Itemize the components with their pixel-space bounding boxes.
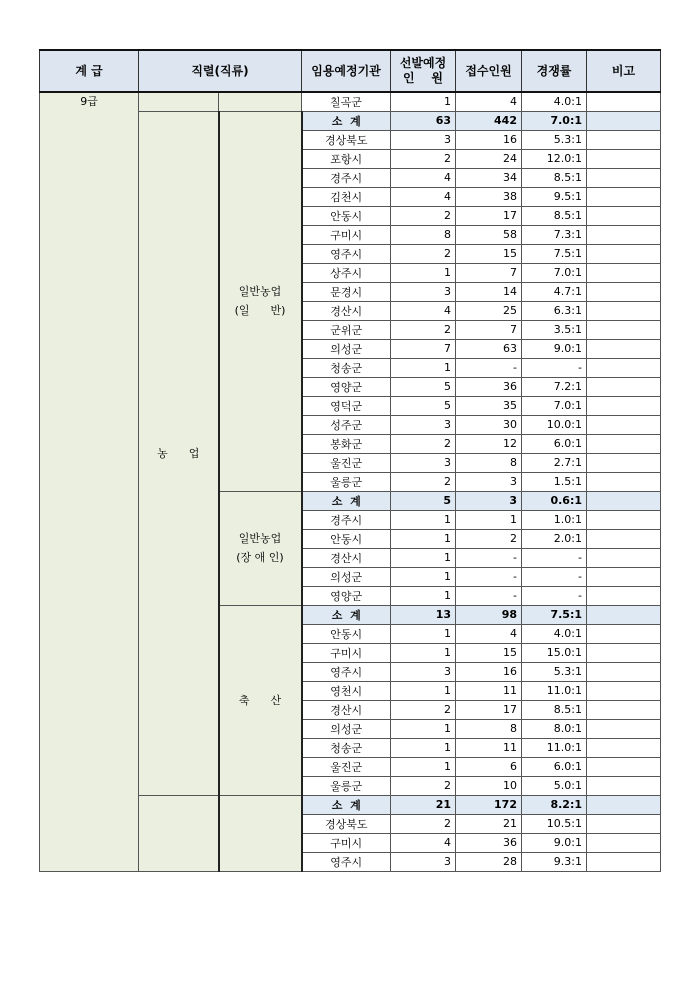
ratio-cell: 2.7:1: [522, 453, 587, 472]
agency-cell: 포항시: [302, 149, 391, 168]
agency-cell: 경산시: [302, 700, 391, 719]
agency-cell: 소 계: [302, 491, 391, 510]
header-planned-line1: 선발예정: [399, 56, 447, 70]
general-farming-label: 일반농업: [238, 285, 282, 298]
agency-cell: 소 계: [302, 111, 391, 130]
note-cell: [587, 757, 661, 776]
planned-cell: 21: [391, 795, 456, 814]
disabled-farming-sub-label: (장 애 인): [236, 551, 284, 564]
note-cell: [587, 244, 661, 263]
planned-cell: 1: [391, 586, 456, 605]
agency-cell: 영천시: [302, 681, 391, 700]
planned-cell: 2: [391, 434, 456, 453]
agency-cell: 경상북도: [302, 130, 391, 149]
header-grade: 계 급: [40, 50, 139, 92]
agency-cell: 경산시: [302, 301, 391, 320]
applicants-cell: 8: [456, 719, 522, 738]
ratio-cell: 8.2:1: [522, 795, 587, 814]
planned-cell: 1: [391, 643, 456, 662]
note-cell: [587, 814, 661, 833]
ratio-cell: 2.0:1: [522, 529, 587, 548]
ratio-cell: 7.0:1: [522, 263, 587, 282]
note-cell: [587, 301, 661, 320]
ratio-cell: 11.0:1: [522, 738, 587, 757]
applicants-cell: 63: [456, 339, 522, 358]
agency-cell: 울릉군: [302, 472, 391, 491]
agency-cell: 경산시: [302, 548, 391, 567]
agency-cell: 의성군: [302, 339, 391, 358]
planned-cell: 4: [391, 833, 456, 852]
planned-cell: 1: [391, 548, 456, 567]
agency-cell: 봉화군: [302, 434, 391, 453]
planned-cell: 2: [391, 776, 456, 795]
planned-cell: 1: [391, 719, 456, 738]
ratio-cell: 7.0:1: [522, 111, 587, 130]
ratio-cell: 10.5:1: [522, 814, 587, 833]
ratio-cell: 7.3:1: [522, 225, 587, 244]
agency-cell: 경상북도: [302, 814, 391, 833]
planned-cell: 4: [391, 301, 456, 320]
applicants-cell: 38: [456, 187, 522, 206]
agency-cell: 성주군: [302, 415, 391, 434]
applicants-cell: 25: [456, 301, 522, 320]
table-body: [40, 92, 661, 871]
note-cell: [587, 187, 661, 206]
ratio-cell: 7.5:1: [522, 605, 587, 624]
planned-cell: 1: [391, 510, 456, 529]
ratio-cell: 0.6:1: [522, 491, 587, 510]
series-general-farming-cell: [219, 111, 302, 491]
note-cell: [587, 130, 661, 149]
planned-cell: 2: [391, 206, 456, 225]
planned-cell: 8: [391, 225, 456, 244]
ratio-cell: 9.3:1: [522, 852, 587, 871]
agency-cell: 구미시: [302, 833, 391, 852]
agency-cell: 울릉군: [302, 776, 391, 795]
planned-cell: 1: [391, 624, 456, 643]
header-planned-line2: 인 원: [403, 71, 443, 85]
planned-cell: 2: [391, 700, 456, 719]
applicants-cell: 7: [456, 320, 522, 339]
agency-cell: 영양군: [302, 586, 391, 605]
applicants-cell: 28: [456, 852, 522, 871]
applicants-cell: 21: [456, 814, 522, 833]
applicants-cell: 7: [456, 263, 522, 282]
applicants-cell: 17: [456, 700, 522, 719]
ratio-cell: 11.0:1: [522, 681, 587, 700]
agency-cell: 영주시: [302, 662, 391, 681]
agency-cell: 구미시: [302, 225, 391, 244]
ratio-cell: 8.5:1: [522, 700, 587, 719]
ratio-cell: 12.0:1: [522, 149, 587, 168]
ratio-cell: 9.5:1: [522, 187, 587, 206]
ratio-cell: 5.0:1: [522, 776, 587, 795]
note-cell: [587, 339, 661, 358]
applicants-cell: -: [456, 586, 522, 605]
planned-cell: 1: [391, 738, 456, 757]
ratio-cell: 1.5:1: [522, 472, 587, 491]
planned-cell: 63: [391, 111, 456, 130]
note-cell: [587, 662, 661, 681]
agency-cell: 경주시: [302, 510, 391, 529]
planned-cell: 1: [391, 529, 456, 548]
agency-cell: 안동시: [302, 529, 391, 548]
planned-cell: 13: [391, 605, 456, 624]
series-disabled-farming-cell: [219, 491, 302, 605]
ratio-cell: 8.5:1: [522, 206, 587, 225]
planned-cell: 3: [391, 415, 456, 434]
note-cell: [587, 586, 661, 605]
note-cell: [587, 168, 661, 187]
note-cell: [587, 567, 661, 586]
ratio-cell: -: [522, 567, 587, 586]
applicants-cell: 14: [456, 282, 522, 301]
note-cell: [587, 396, 661, 415]
note-cell: [587, 206, 661, 225]
applicants-cell: 3: [456, 472, 522, 491]
note-cell: [587, 358, 661, 377]
planned-cell: 5: [391, 491, 456, 510]
planned-cell: 2: [391, 472, 456, 491]
ratio-cell: 5.3:1: [522, 662, 587, 681]
planned-cell: 5: [391, 396, 456, 415]
agency-cell: 영덕군: [302, 396, 391, 415]
note-cell: [587, 263, 661, 282]
agency-cell: 영양군: [302, 377, 391, 396]
position-cell-empty: [139, 92, 219, 111]
note-cell: [587, 738, 661, 757]
note-cell: [587, 282, 661, 301]
header-applicants: 접수인원: [456, 50, 522, 92]
agency-cell: 경주시: [302, 168, 391, 187]
planned-cell: 3: [391, 282, 456, 301]
subposition-cell-empty: [219, 92, 302, 111]
table-header-row: [40, 50, 661, 92]
applicants-cell: 11: [456, 738, 522, 757]
planned-cell: 1: [391, 681, 456, 700]
planned-cell: 1: [391, 358, 456, 377]
agency-cell: 울진군: [302, 453, 391, 472]
note-cell: [587, 377, 661, 396]
note-cell: [587, 453, 661, 472]
applicants-cell: 1: [456, 510, 522, 529]
planned-cell: 1: [391, 757, 456, 776]
applicants-cell: 8: [456, 453, 522, 472]
applicants-cell: 34: [456, 168, 522, 187]
agency-cell: 소 계: [302, 605, 391, 624]
applicants-cell: 17: [456, 206, 522, 225]
series-next-cell: [139, 795, 219, 871]
ratio-cell: 4.7:1: [522, 282, 587, 301]
applicants-cell: 16: [456, 130, 522, 149]
planned-cell: 1: [391, 567, 456, 586]
note-cell: [587, 415, 661, 434]
applicants-cell: 12: [456, 434, 522, 453]
series-livestock-cell: 축 산: [219, 605, 302, 795]
ratio-cell: 6.3:1: [522, 301, 587, 320]
agency-cell: 영주시: [302, 852, 391, 871]
ratio-cell: -: [522, 548, 587, 567]
header-planned: [391, 50, 456, 92]
applicants-cell: 36: [456, 377, 522, 396]
ratio-cell: 1.0:1: [522, 510, 587, 529]
planned-cell: 3: [391, 453, 456, 472]
note-cell: [587, 795, 661, 814]
note-cell: [587, 434, 661, 453]
ratio-cell: -: [522, 358, 587, 377]
ratio-cell: 7.5:1: [522, 244, 587, 263]
planned-cell: 2: [391, 320, 456, 339]
applicants-cell: 11: [456, 681, 522, 700]
agency-cell: 청송군: [302, 358, 391, 377]
planned-cell: 5: [391, 377, 456, 396]
note-cell: [587, 529, 661, 548]
note-cell: [587, 852, 661, 871]
agency-cell: 안동시: [302, 624, 391, 643]
agency-cell: 울진군: [302, 757, 391, 776]
disabled-farming-label: 일반농업: [238, 532, 282, 545]
note-cell: [587, 472, 661, 491]
applicants-cell: 172: [456, 795, 522, 814]
note-cell: [587, 225, 661, 244]
ratio-cell: 7.2:1: [522, 377, 587, 396]
applicants-cell: -: [456, 358, 522, 377]
planned-cell: 4: [391, 168, 456, 187]
applicants-cell: 98: [456, 605, 522, 624]
note-cell: [587, 624, 661, 643]
agency-cell: 군위군: [302, 320, 391, 339]
note-cell: [587, 605, 661, 624]
header-agency: 임용예정기관: [302, 50, 391, 92]
note-cell: [587, 320, 661, 339]
applicants-cell: 36: [456, 833, 522, 852]
ratio-cell: 9.0:1: [522, 833, 587, 852]
agency-cell: 의성군: [302, 567, 391, 586]
planned-cell: 2: [391, 149, 456, 168]
note-cell: [587, 491, 661, 510]
applicants-cell: 16: [456, 662, 522, 681]
ratio-cell: 8.0:1: [522, 719, 587, 738]
applicants-cell: 30: [456, 415, 522, 434]
header-ratio: 경쟁률: [522, 50, 587, 92]
general-farming-sub-label: (일 반): [234, 304, 286, 317]
agency-cell: 문경시: [302, 282, 391, 301]
agency-cell: 상주시: [302, 263, 391, 282]
ratio-cell: 5.3:1: [522, 130, 587, 149]
note-cell: [587, 700, 661, 719]
applicants-cell: 35: [456, 396, 522, 415]
note-cell: [587, 719, 661, 738]
header-position: 직렬(직류): [139, 50, 302, 92]
planned-cell: 2: [391, 814, 456, 833]
applicants-cell: 4: [456, 624, 522, 643]
ratio-cell: 15.0:1: [522, 643, 587, 662]
agency-cell: 칠곡군: [302, 92, 391, 111]
planned-cell: 7: [391, 339, 456, 358]
header-note: 비고: [587, 50, 661, 92]
applicants-cell: 10: [456, 776, 522, 795]
note-cell: [587, 681, 661, 700]
applicants-cell: 6: [456, 757, 522, 776]
ratio-cell: 8.5:1: [522, 168, 587, 187]
planned-cell: 2: [391, 244, 456, 263]
note-cell: [587, 92, 661, 111]
ratio-cell: 6.0:1: [522, 434, 587, 453]
ratio-cell: 3.5:1: [522, 320, 587, 339]
ratio-cell: 7.0:1: [522, 396, 587, 415]
agency-cell: 구미시: [302, 643, 391, 662]
note-cell: [587, 833, 661, 852]
note-cell: [587, 548, 661, 567]
applicants-cell: 442: [456, 111, 522, 130]
ratio-cell: 6.0:1: [522, 757, 587, 776]
note-cell: [587, 510, 661, 529]
recruitment-table: [39, 49, 661, 872]
planned-cell: 4: [391, 187, 456, 206]
ratio-cell: 9.0:1: [522, 339, 587, 358]
applicants-cell: 3: [456, 491, 522, 510]
series-agriculture-cell: 농 업: [139, 111, 219, 795]
note-cell: [587, 643, 661, 662]
agency-cell: 청송군: [302, 738, 391, 757]
applicants-cell: 15: [456, 244, 522, 263]
applicants-cell: -: [456, 567, 522, 586]
agency-cell: 영주시: [302, 244, 391, 263]
agency-cell: 의성군: [302, 719, 391, 738]
ratio-cell: 4.0:1: [522, 624, 587, 643]
table-row: [40, 92, 661, 111]
applicants-cell: 58: [456, 225, 522, 244]
planned-cell: 3: [391, 852, 456, 871]
ratio-cell: 10.0:1: [522, 415, 587, 434]
note-cell: [587, 776, 661, 795]
applicants-cell: 15: [456, 643, 522, 662]
agency-cell: 김천시: [302, 187, 391, 206]
applicants-cell: 2: [456, 529, 522, 548]
ratio-cell: 4.0:1: [522, 92, 587, 111]
planned-cell: 1: [391, 263, 456, 282]
planned-cell: 1: [391, 92, 456, 111]
agency-cell: 안동시: [302, 206, 391, 225]
subseries-next-cell: [219, 795, 302, 871]
planned-cell: 3: [391, 662, 456, 681]
grade-cell: 9급: [40, 92, 139, 871]
applicants-cell: 4: [456, 92, 522, 111]
note-cell: [587, 111, 661, 130]
applicants-cell: 24: [456, 149, 522, 168]
planned-cell: 3: [391, 130, 456, 149]
applicants-cell: -: [456, 548, 522, 567]
note-cell: [587, 149, 661, 168]
ratio-cell: -: [522, 586, 587, 605]
agency-cell: 소 계: [302, 795, 391, 814]
